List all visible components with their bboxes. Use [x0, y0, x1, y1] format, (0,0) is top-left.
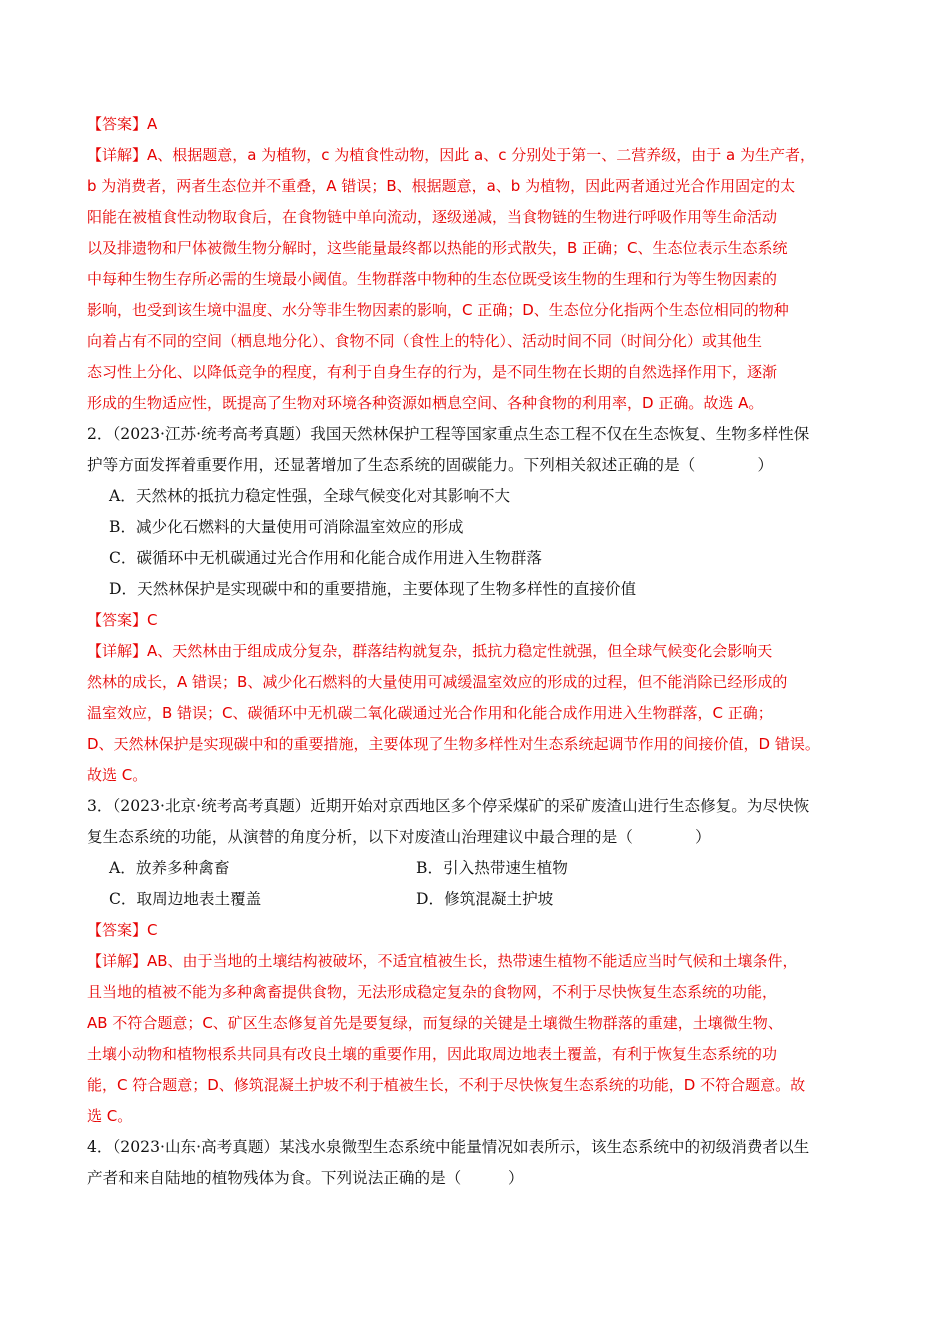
q3-explanation-line: 能，C 符合题意；D、修筑混凝土护坡不利于植被生长，不利于尽快恢复生态系统的功能，D 不符合题意。故 — [87, 1076, 806, 1094]
q3-stem-line: 3．（2023·北京·统考高考真题）近期开始对京西地区多个停采煤矿的采矿废渣山进行生态修复。为尽快恢 — [87, 797, 810, 815]
q3-options-row — [87, 853, 877, 884]
q2-explanation-line: 故选 C。 — [87, 766, 148, 784]
q1-explanation-line: 态习性上分化、以降低竞争的程度，有利于自身生存的行为，是不同生物在长期的自然选择作用下，逐渐 — [87, 363, 778, 381]
q1-explanation-line: 影响，也受到该生境中温度、水分等非生物因素的影响，C 正确；D、生态位分化指两个生态位相同的物种 — [87, 301, 789, 319]
q2-explanation-line: 温室效应，B 错误；C、碳循环中无机碳二氧化碳通过光合作用和化能合成作用进入生物群落，C 正确； — [87, 704, 773, 722]
q3-stem-line: 复生态系统的功能，从演替的角度分析，以下对废渣山治理建议中最合理的是（ ） — [87, 828, 711, 846]
q3-explanation-line: 【详解】AB、由于当地的土壤结构被破坏，不适宜植被生长，热带速生植物不能适应当时气候和土壤条件， — [87, 952, 798, 970]
q3-explanation-line: 土壤小动物和植物根系共同具有改良土壤的重要作用，因此取周边地表土覆盖，有利于恢复生态系统的功 — [87, 1045, 778, 1063]
q2-option-b: B．减少化石燃料的大量使用可消除温室效应的形成 — [109, 518, 464, 536]
q1-explanation-line: 【详解】A、根据题意，a 为植物，c 为植食性动物，因此 a、c 分别处于第一、二营养级，由于 a 为生产者， — [87, 146, 815, 164]
q1-explanation-line: 中每种生物生存所必需的生境最小阈值。生物群落中物种的生态位既受该生物的生理和行为等生物因素的 — [87, 270, 778, 288]
q3-option-d: D．修筑混凝土护坡 — [416, 890, 554, 908]
q3-explanation-line: 且当地的植被不能为多种禽畜提供食物，无法形成稳定复杂的食物网，不利于尽快恢复生态系统的功能， — [87, 983, 778, 1001]
q2-option-a: A．天然林的抵抗力稳定性强，全球气候变化对其影响不大 — [109, 487, 511, 505]
q2-answer: 【答案】C — [87, 611, 158, 629]
q1-answer: 【答案】A — [87, 115, 158, 133]
q2-stem-line: 2．（2023·江苏·统考高考真题）我国天然林保护工程等国家重点生态工程不仅在生态恢复、生物多样性保 — [87, 425, 810, 443]
q2-explanation-line: 然林的成长，A 错误；B、减少化石燃料的大量使用可减缓温室效应的形成的过程，但不能消除已经形成的 — [87, 673, 788, 691]
q2-option-c: C．碳循环中无机碳通过光合作用和化能合成作用进入生物群落 — [109, 549, 542, 567]
q3-option-b: B．引入热带速生植物 — [416, 859, 568, 877]
q4-stem-line: 4．（2023·山东·高考真题）某浅水泉微型生态系统中能量情况如表所示，该生态系统中的初级消费者以生 — [87, 1138, 810, 1156]
q2-option-d: D．天然林保护是实现碳中和的重要措施，主要体现了生物多样性的直接价值 — [109, 580, 637, 598]
q3-options-row — [87, 884, 877, 915]
q3-explanation-line: AB 不符合题意；C、矿区生态修复首先是要复绿，而复绿的关键是土壤微生物群落的重建，土壤微生物、 — [87, 1014, 783, 1032]
q1-explanation-line: 以及排遗物和尸体被微生物分解时，这些能量最终都以热能的形式散失，B 正确；C、生态位表示生态系统 — [87, 239, 788, 257]
q3-explanation-line: 选 C。 — [87, 1107, 133, 1125]
q1-explanation-line: 形成的生物适应性，既提高了生物对环境各种资源如栖息空间、各种食物的利用率，D 正确。故选 A。 — [87, 394, 764, 412]
q2-explanation-line: 【详解】A、天然林由于组成成分复杂，群落结构就复杂，抵抗力稳定性就强，但全球气候变化会影响天 — [87, 642, 773, 660]
document-page — [87, 109, 877, 1194]
q2-explanation-line: D、天然林保护是实现碳中和的重要措施，主要体现了生物多样性对生态系统起调节作用的间接价值，D 错误。 — [87, 735, 820, 753]
q3-answer: 【答案】C — [87, 921, 158, 939]
q4-stem-line: 产者和来自陆地的植物残体为食。下列说法正确的是（ ） — [87, 1169, 524, 1187]
q2-stem-line: 护等方面发挥着重要作用，还显著增加了生态系统的固碳能力。下列相关叙述正确的是（ ） — [87, 456, 774, 474]
q3-option-c: C．取周边地表土覆盖 — [109, 890, 262, 908]
q1-explanation-line: 向着占有不同的空间（栖息地分化）、食物不同（食性上的特化）、活动时间不同（时间分化）或其他生 — [87, 332, 763, 350]
q3-option-a: A．放养多种禽畜 — [109, 859, 230, 877]
q1-explanation-line: b 为消费者，两者生态位并不重叠，A 错误；B、根据题意，a、b 为植物，因此两者通过光合作用固定的太 — [87, 177, 796, 195]
q1-explanation-line: 阳能在被植食性动物取食后，在食物链中单向流动，逐级递减，当食物链的生物进行呼吸作用等生命活动 — [87, 208, 778, 226]
